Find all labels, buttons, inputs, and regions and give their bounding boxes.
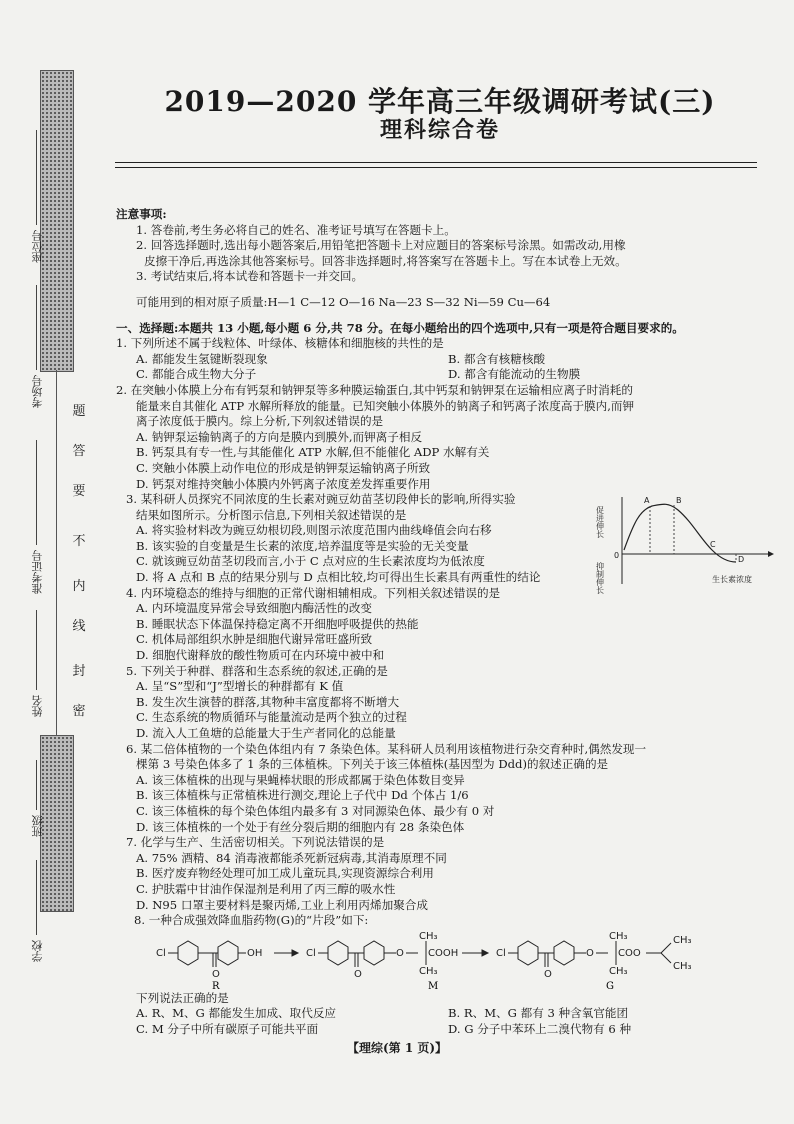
seal-char: 要: [72, 484, 86, 499]
notice-item: 皮擦干净后,再选涂其他答案标号。回答非选择题时,将答案写在答题卡上。写在本试卷上无效。: [144, 253, 627, 268]
structure-label-g: G: [606, 980, 614, 992]
svg-text:O: O: [396, 947, 404, 959]
option-d: D. 钙泵对维持突触小体膜内外钙离子浓度差发挥重要作用: [136, 476, 431, 491]
question-stem: 4. 内环境稳态的维持与细胞的正常代谢相辅相成。下列相关叙述错误的是: [126, 585, 501, 600]
option-a: A. 75% 酒精、84 消毒液都能杀死新冠病毒,其消毒原理不同: [136, 850, 447, 865]
option-d: D. 都含有能流动的生物膜: [448, 367, 581, 382]
option-c: C. 突触小体膜上动作电位的形成是钠钾泵运输钠离子所致: [136, 460, 431, 475]
graph-point-d: D: [738, 555, 745, 564]
option-a: A. 将实验材料改为豌豆幼根切段,则图示浓度范围内曲线峰值会向右移: [136, 523, 492, 538]
structure-label-r: R: [212, 980, 220, 992]
option-b: B. 该实验的自变量是生长素的浓度,培养温度等是实验的无关变量: [136, 538, 469, 553]
question-stem: 2. 在突触小体膜上分布有钙泵和钠钾泵等多种膜运输蛋白,其中钙泵和钠钾泵在运输相应离子时消耗的: [116, 382, 633, 397]
binding-stripe-top: [40, 70, 74, 372]
option-a: A. 内环境温度异常会导致细胞内酶活性的改变: [136, 601, 373, 616]
seal-char: 封: [72, 664, 86, 679]
option-a: A. 该三体植株的出现与果蝇棒状眼的形成都属于染色体数目变异: [136, 772, 465, 787]
svg-text:COOH: COOH: [428, 947, 459, 959]
atomic-masses: 可能用到的相对原子质量:H—1 C—12 O—16 Na—23 S—32 Ni—59 Cu—64: [136, 294, 551, 309]
option-row: [116, 352, 766, 368]
field-line: [36, 860, 37, 935]
graph-point-a: A: [644, 496, 650, 505]
graph-ylabel-promote: 促进伸长: [595, 506, 605, 538]
question-stem: 3. 某科研人员探究不同浓度的生长素对豌豆幼苗茎切段伸长的影响,所得实验: [126, 492, 516, 507]
svg-text:Cl: Cl: [306, 947, 316, 959]
field-school: 学校: [31, 940, 44, 962]
option-row: [116, 367, 766, 383]
auxin-response-graph: [595, 492, 780, 594]
option-row: [116, 1006, 766, 1022]
option-c: C. 生态系统的物质循环与能量流动是两个独立的过程: [136, 710, 407, 725]
field-line: [36, 285, 37, 370]
header-rule-bottom: [115, 167, 757, 168]
option-d: D. 该三体植株的一个处于有丝分裂后期的细胞内有 28 条染色体: [136, 819, 465, 834]
option-d: D. 将 A 点和 B 点的结果分别与 D 点相比较,均可得出生长素具有两重性的结论: [136, 570, 541, 585]
question-stem: 7. 化学与生产、生活密切相关。下列说法错误的是: [126, 835, 385, 850]
binding-line: [56, 370, 57, 735]
field-line: [36, 760, 37, 810]
svg-text:Cl: Cl: [156, 947, 166, 959]
question-stem: 能量来自其催化 ATP 水解所释放的能量。已知突触小体膜外的钠离子和钙离子浓度高于膜内,而钾: [136, 398, 635, 413]
option-b: B. 该三体植株与正常植株进行测交,理论上子代中 Dd 个体占 1/6: [136, 788, 469, 803]
field-class: 班级: [31, 815, 44, 837]
seal-char: 线: [72, 619, 86, 634]
page-subtitle: 理科综合卷: [379, 117, 500, 143]
question-stem: 6. 某二倍体植物的一个染色体组内有 7 条染色体。某科研人员利用该植物进行杂交育种时,偶然发现一: [126, 741, 647, 756]
question-stem: 8. 一种合成强效降血脂药物(G)的“片段”如下:: [134, 913, 369, 928]
option-row: [116, 1022, 766, 1038]
option-c: C. 都能合成生物大分子: [136, 367, 257, 382]
option-c: C. M 分子中所有碳原子可能共平面: [136, 1021, 319, 1036]
option-b: B. 医疗废弃物经处理可加工成儿童玩具,实现资源综合利用: [136, 866, 434, 881]
seal-char: 答: [72, 444, 86, 459]
svg-text:COO: COO: [618, 947, 641, 959]
option-b: B. 都含有核糖核酸: [448, 351, 546, 366]
option-c: C. 就该豌豆幼苗茎切段而言,小于 C 点对应的生长素浓度均为低浓度: [136, 554, 485, 569]
graph-xlabel: 生长素浓度: [712, 575, 752, 584]
field-line: [36, 610, 37, 690]
option-d: D. 细胞代谢释放的酸性物质可在内环境中被中和: [136, 648, 385, 663]
notice-item: 2. 回答选择题时,选出每小题答案后,用铅笔把答题卡上对应题目的答案标号涂黑。如需改动,用橡: [136, 238, 626, 253]
page-title: 2019—2020 学年高三年级调研考试(三): [164, 85, 716, 118]
svg-text:O: O: [212, 968, 220, 980]
graph-ylabel-inhibit: 抑制伸长: [595, 562, 605, 594]
question-sub: 下列说法正确的是: [136, 990, 229, 1005]
question-stem: 1. 下列所述不属于线粒体、叶绿体、核糖体和细胞核的共性的是: [116, 336, 444, 351]
chemical-structure-diagram: [116, 929, 756, 991]
svg-text:CH₃: CH₃: [673, 934, 692, 946]
svg-text:O: O: [586, 947, 594, 959]
option-d: D. N95 口罩主要材料是聚丙烯,工业上利用丙烯加聚合成: [136, 897, 428, 912]
seal-char: 密: [72, 704, 86, 719]
svg-text:CH₃: CH₃: [419, 930, 438, 942]
notice-item: 3. 考试结束后,将本试卷和答题卡一并交回。: [136, 269, 364, 284]
graph-zero: 0: [614, 551, 620, 560]
option-a: A. 钠钾泵运输钠离子的方向是膜内到膜外,而钾离子相反: [136, 429, 423, 444]
option-c: C. 机体局部组织水肿是细胞代谢异常旺盛所致: [136, 632, 373, 647]
option-b: B. 钙泵具有专一性,与其能催化 ATP 水解,但不能催化 ADP 水解有关: [136, 445, 490, 460]
notice-item: 1. 答卷前,考生务必将自己的姓名、准考证号填写在答题卡上。: [136, 222, 456, 237]
seal-char: 题: [72, 404, 86, 419]
graph-point-c: C: [710, 540, 716, 549]
option-c: C. 护肤霜中甘油作保湿剂是利用了丙三醇的吸水性: [136, 881, 396, 896]
field-line: [36, 440, 37, 545]
option-b: B. R、M、G 都有 3 种含氧官能团: [448, 1006, 629, 1021]
graph-point-b: B: [676, 496, 682, 505]
seal-char: 内: [72, 579, 86, 594]
field-seat-number: 座位号: [31, 230, 44, 263]
binding-margin: [28, 70, 100, 970]
svg-text:O: O: [354, 968, 362, 980]
section-heading: 一、选择题:本题共 13 小题,每小题 6 分,共 78 分。在每小题给出的四个选项中,只有一项是符合题目要求的。: [116, 320, 684, 335]
option-b: B. 睡眠状态下体温保持稳定离不开细胞呼吸提供的热能: [136, 616, 419, 631]
option-a: A. R、M、G 都能发生加成、取代反应: [136, 1006, 337, 1021]
notice-heading: 注意事项:: [116, 207, 167, 221]
question-stem: 5. 下列关于种群、群落和生态系统的叙述,正确的是: [126, 663, 388, 678]
header-rule-top: [115, 162, 757, 163]
seal-char: 不: [72, 534, 86, 549]
field-exam-room: 考场号: [31, 375, 44, 408]
svg-text:Cl: Cl: [496, 947, 506, 959]
svg-text:OH: OH: [247, 947, 263, 959]
field-admission-number: 准考证号: [31, 550, 44, 594]
option-d: D. G 分子中苯环上二溴代物有 6 种: [448, 1021, 632, 1036]
field-name: 姓名: [31, 695, 44, 717]
option-a: A. 呈“S”型和“J”型增长的种群都有 K 值: [136, 679, 344, 694]
svg-text:CH₃: CH₃: [673, 960, 692, 972]
option-d: D. 流入人工鱼塘的总能量大于生产者同化的总能量: [136, 726, 396, 740]
option-c: C. 该三体植株的每个染色体组内最多有 3 对同源染色体、最少有 0 对: [136, 803, 495, 818]
question-stem: 离子浓度低于膜内。综上分析,下列叙述错误的是: [136, 414, 384, 429]
option-b: B. 发生次生演替的群落,其物种丰富度都将不断增大: [136, 694, 400, 709]
question-stem: 棵第 3 号染色体多了 1 条的三体植株。下列关于该三体植株(基因型为 Ddd)的叙述正确的是: [136, 757, 609, 772]
svg-text:CH₃: CH₃: [419, 965, 438, 977]
option-a: A. 都能发生氢键断裂现象: [136, 351, 268, 366]
svg-text:CH₃: CH₃: [609, 965, 628, 977]
svg-text:O: O: [544, 968, 552, 980]
svg-text:CH₃: CH₃: [609, 930, 628, 942]
exam-content: [116, 207, 766, 1038]
structure-label-m: M: [428, 980, 439, 992]
page-footer: 【理综(第 1 页)】: [346, 1041, 448, 1055]
question-stem: 结果如图所示。分析图示信息,下列相关叙述错误的是: [136, 507, 407, 522]
field-line: [36, 130, 37, 225]
